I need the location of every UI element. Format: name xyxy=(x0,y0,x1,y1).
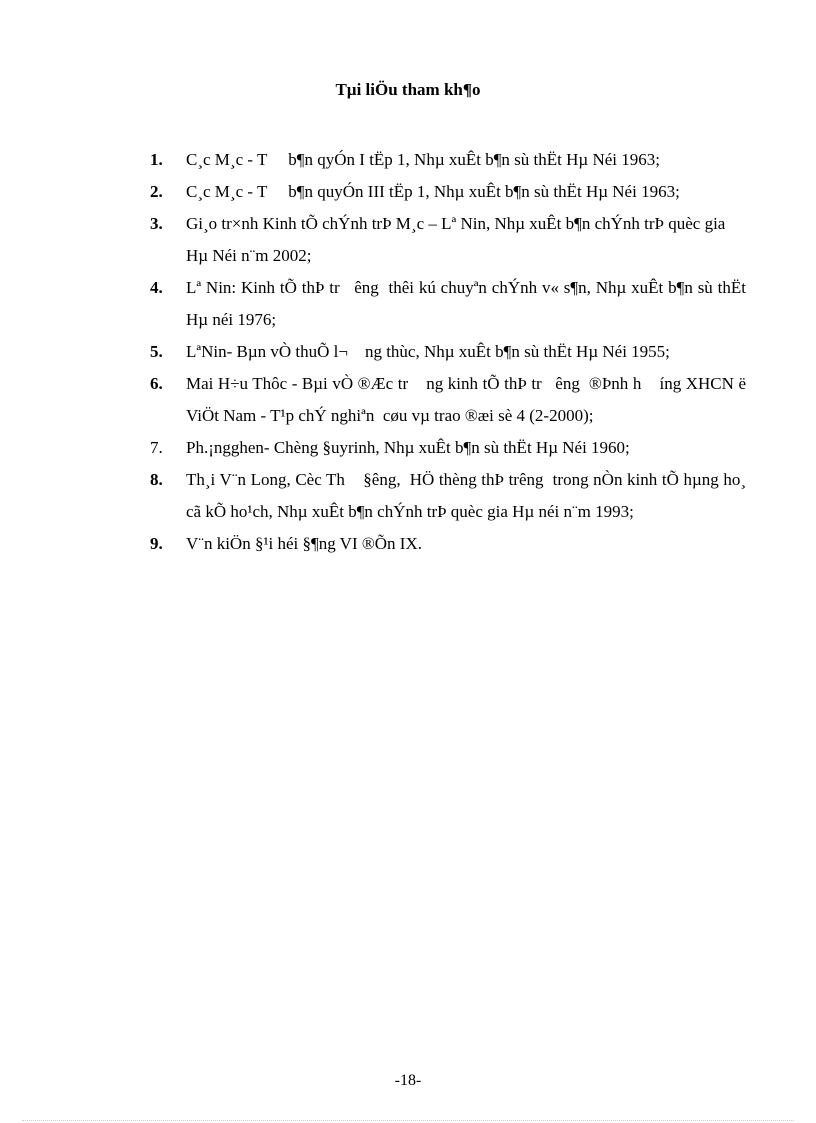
reference-number: 6. xyxy=(150,374,163,393)
reference-item xyxy=(150,144,746,176)
reference-item xyxy=(150,336,746,368)
page-number: -18- xyxy=(394,1072,422,1089)
reference-item xyxy=(150,272,751,336)
page-title: Tµi liÖu tham kh¶o xyxy=(335,80,481,99)
reference-item xyxy=(150,368,750,432)
reference-text: Lª Nin: Kinh tÕ thÞ tr êng thêi kú chuyªn chÝnh v« s¶n, Nhµ xuÊt b¶n sù thËt Hµ néi 1976; xyxy=(186,278,751,329)
reference-number: 3. xyxy=(150,214,163,233)
reference-item xyxy=(150,208,746,272)
reference-number: 4. xyxy=(150,278,163,297)
reference-item xyxy=(150,528,746,560)
reference-text: Gi¸o tr×nh Kinh tÕ chÝnh trÞ M¸c – Lª Nin, Nhµ xuÊt b¶n chÝnh trÞ quèc gia Hµ Néi n¨m 2002; xyxy=(186,214,730,265)
reference-list xyxy=(150,144,751,560)
reference-text: Ph.¡ngghen- Chèng §uyrinh, Nhµ xuÊt b¶n sù thËt Hµ Néi 1960; xyxy=(186,438,630,457)
reference-text: V¨n kiÖn §¹i héi §¶ng VI ®Õn IX. xyxy=(186,534,422,553)
reference-text: C¸c M¸c - T b¶n qyÓn I tËp 1, Nhµ xuÊt b¶n sù thËt Hµ Néi 1963; xyxy=(186,150,660,169)
reference-item xyxy=(150,176,746,208)
reference-item xyxy=(150,432,746,464)
page-bottom-border xyxy=(22,1120,794,1121)
reference-item xyxy=(150,464,751,528)
reference-text: Mai H÷u Thôc - Bµi vÒ ®Æc tr ng kinh tÕ thÞ tr êng ®Þnh h íng XHCN ë ViÖt Nam - T¹p chÝ nghiªn cøu vµ trao ®æi sè 4 (2-2000); xyxy=(186,374,750,425)
reference-number: 5. xyxy=(150,342,163,361)
reference-number: 2. xyxy=(150,182,163,201)
reference-text: Th¸i V¨n Long, Cèc Th §êng, HÖ thèng thÞ trêng trong nÒn kinh tÕ hµng ho¸ cã kÕ ho¹ch, Nhµ xuÊt b¶n chÝnh trÞ quèc gia Hµ néi n¨m 1993; xyxy=(186,470,751,521)
reference-text: LªNin- Bµn vÒ thuÕ l¬ ng thùc, Nhµ xuÊt b¶n sù thËt Hµ Néi 1955; xyxy=(186,342,670,361)
reference-text: C¸c M¸c - T b¶n quyÓn III tËp 1, Nhµ xuÊt b¶n sù thËt Hµ Néi 1963; xyxy=(186,182,680,201)
reference-number: 8. xyxy=(150,470,163,489)
reference-number: 1. xyxy=(150,150,163,169)
reference-number: 7. xyxy=(150,438,163,457)
reference-number: 9. xyxy=(150,534,163,553)
